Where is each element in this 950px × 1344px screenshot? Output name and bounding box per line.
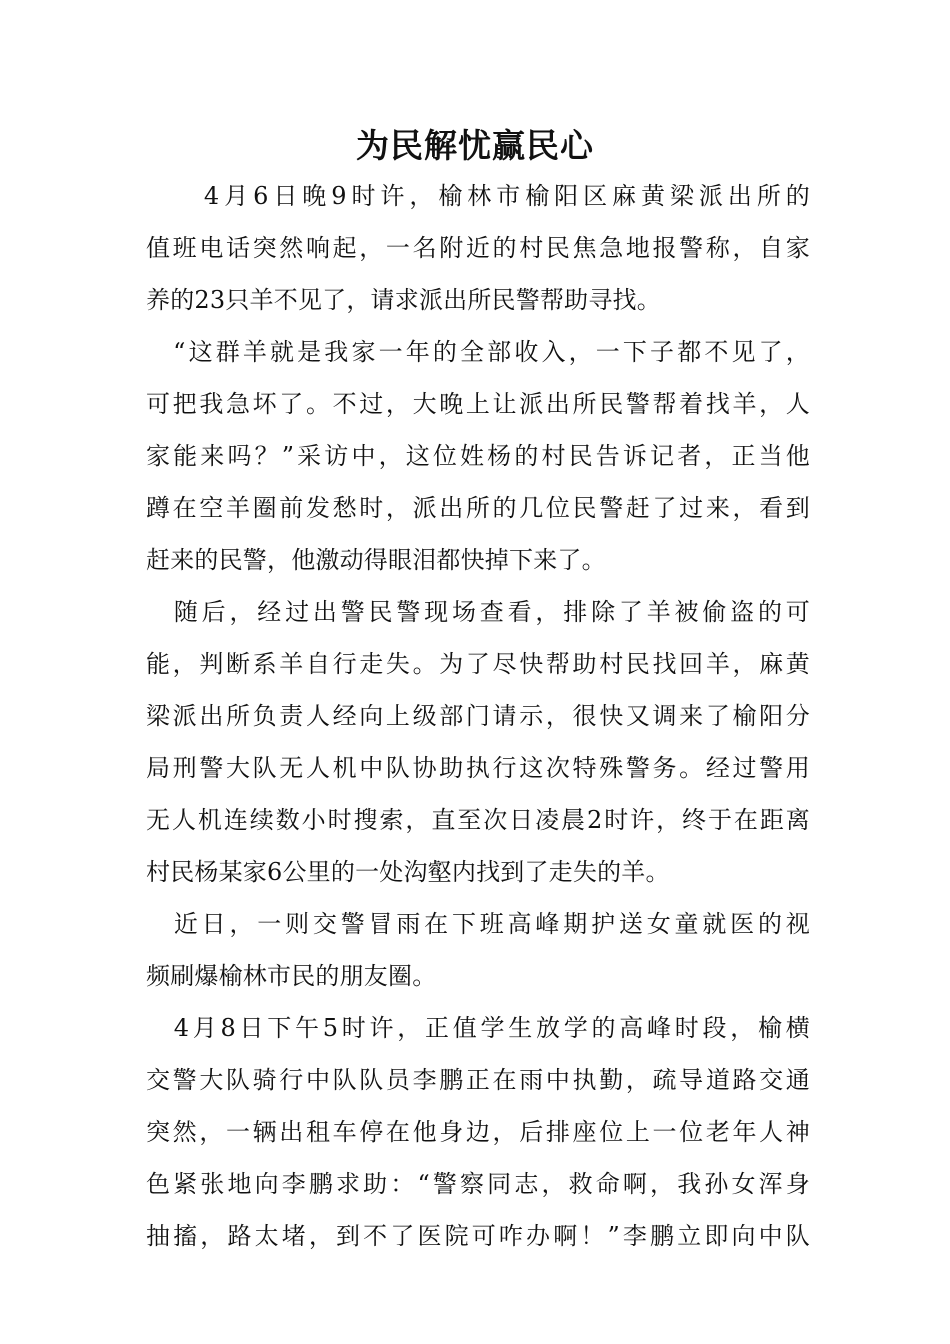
text-line-3: 养的23只羊不见了，请求派出所民警帮助寻找。 <box>146 286 661 314</box>
text-line-10: 能，判断系羊自行走失。为了尽快帮助村民找回羊，麻黄 <box>146 650 810 678</box>
text-line-19: 突然，一辆出租车停在他身边，后排座位上一位老年人神 <box>146 1118 810 1146</box>
text-line-13: 无人机连续数小时搜索，直至次日凌晨2时许，终于在距离 <box>146 806 810 834</box>
text-line-2: 值班电话突然响起，一名附近的村民焦急地报警称，自家 <box>146 234 810 262</box>
text-line-8: 赶来的民警，他激动得眼泪都快掉下来了。 <box>146 546 606 574</box>
text-line-11: 梁派出所负责人经向上级部门请示，很快又调来了榆阳分 <box>146 702 810 730</box>
text-line-4: “这群羊就是我家一年的全部收入，一下子都不见了， <box>146 338 810 366</box>
page-title: 为民解忧赢民心 <box>356 126 594 165</box>
text-line-16: 频刷爆榆林市民的朋友圈。 <box>146 962 437 990</box>
text-line-21: 抽搐，路太堵，到不了医院可咋办啊！”李鹏立即向中队 <box>146 1222 810 1250</box>
text-line-18: 交警大队骑行中队队员李鹏正在雨中执勤，疏导道路交通 <box>146 1066 810 1094</box>
text-line-5: 可把我急坏了。不过，大晚上让派出所民警帮着找羊，人 <box>146 390 810 418</box>
text-line-15: 近日，一则交警冒雨在下班高峰期护送女童就医的视 <box>146 910 810 938</box>
text-line-20: 色紧张地向李鹏求助：“警察同志，救命啊，我孙女浑身 <box>146 1170 810 1198</box>
text-line-7: 蹲在空羊圈前发愁时，派出所的几位民警赶了过来，看到 <box>146 494 810 522</box>
text-line-17: 4月8日下午5时许，正值学生放学的高峰时段，榆横 <box>146 1014 810 1042</box>
text-line-1: 4月6日晚9时许，榆林市榆阳区麻黄梁派出所的 <box>146 182 810 210</box>
text-line-14: 村民杨某家6公里的一处沟壑内找到了走失的羊。 <box>146 858 670 886</box>
text-line-12: 局刑警大队无人机中队协助执行这次特殊警务。经过警用 <box>146 754 810 782</box>
text-line-6: 家能来吗？”采访中，这位姓杨的村民告诉记者，正当他 <box>146 442 810 470</box>
text-line-9: 随后，经过出警民警现场查看，排除了羊被偷盗的可 <box>146 598 810 626</box>
